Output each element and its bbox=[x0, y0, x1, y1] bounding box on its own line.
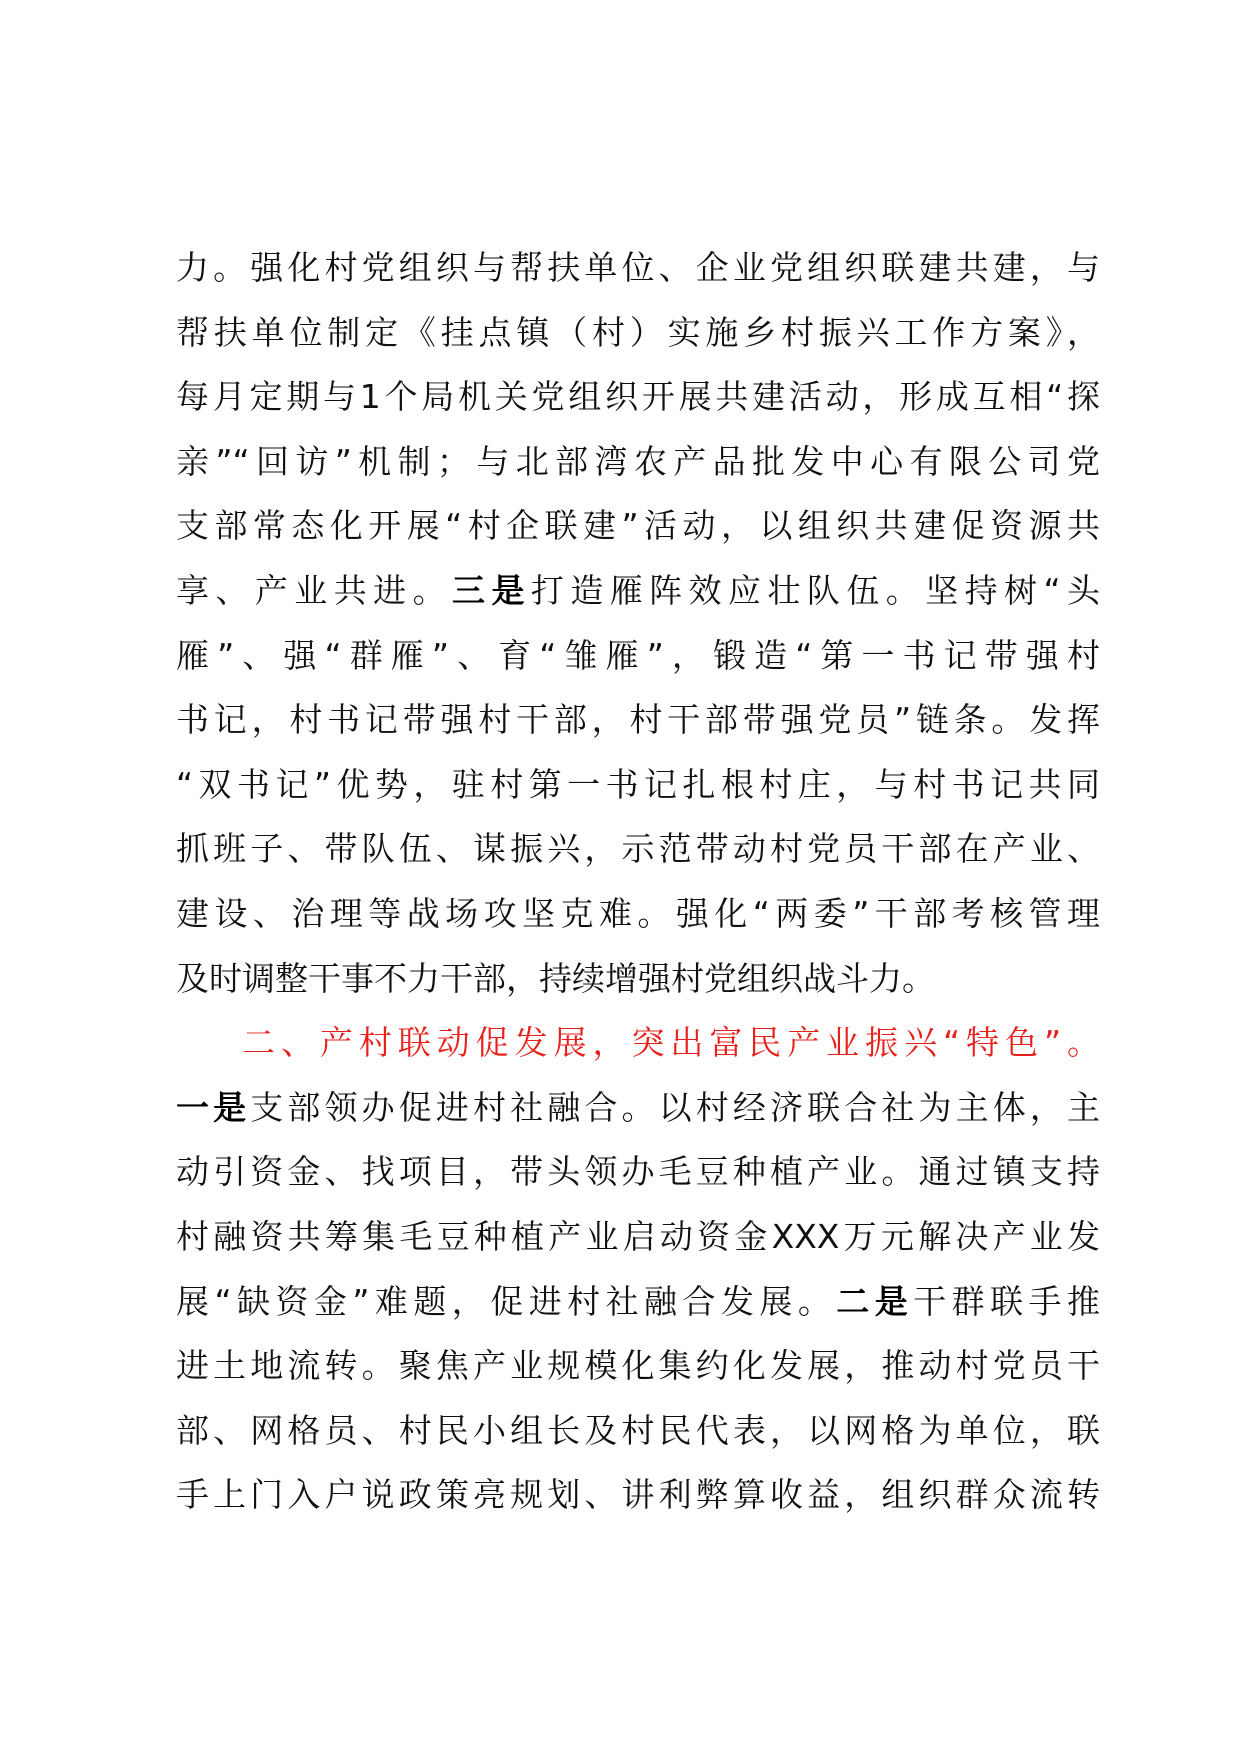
text-run: 打造雁阵效应壮队伍。坚持树“头 bbox=[530, 570, 1101, 610]
bold-marker: 三是 bbox=[452, 570, 531, 610]
text-run: 展“缺资金”难题，促进村社融合发展。 bbox=[176, 1281, 837, 1321]
text-run: 享、产业共进。 bbox=[176, 570, 453, 610]
text-line bbox=[176, 559, 1100, 624]
text-run: 支部领办促进村社融合。以村经济联合社为主体，主 bbox=[250, 1087, 1100, 1127]
text-line: 手上门入户说政策亮规划、讲利弊算收益，组织群众流转 bbox=[176, 1475, 1100, 1515]
text-line: 建设、治理等战场攻坚克难。强化“两委”干部考核管理 bbox=[176, 893, 1100, 933]
bold-marker: 一是 bbox=[176, 1087, 251, 1127]
text-line: 帮扶单位制定《挂点镇（村）实施乡村振兴工作方案》， bbox=[176, 312, 1100, 352]
text-line: “双书记”优势，驻村第一书记扎根村庄，与村书记共同 bbox=[176, 764, 1100, 804]
text-line bbox=[176, 1076, 1100, 1141]
text-line: 支部常态化开展“村企联建”活动，以组织共建促资源共 bbox=[176, 506, 1100, 546]
text-line: 部、网格员、村民小组长及村民代表，以网格为单位，联 bbox=[176, 1410, 1100, 1450]
text-line: 力。强化村党组织与帮扶单位、企业党组织联建共建，与 bbox=[176, 248, 1100, 287]
text-line: 动引资金、找项目，带头领办毛豆种植产业。通过镇支持 bbox=[176, 1152, 1100, 1192]
text-line: 及时调整干事不力干部，持续增强村党组织战斗力。 bbox=[176, 958, 935, 998]
text-line: 亲”“回访”机制；与北部湾农产品批发中心有限公司党 bbox=[176, 441, 1100, 481]
text-run: 干群联手推 bbox=[913, 1281, 1101, 1321]
bold-marker: 二是 bbox=[836, 1281, 914, 1321]
section-heading: 二、产村联动促发展，突出富民产业振兴“特色”。 bbox=[242, 1023, 1100, 1063]
text-line bbox=[176, 1270, 1100, 1335]
text-line: 雁”、强“群雁”、育“雏雁”，锻造“第一书记带强村 bbox=[176, 635, 1100, 675]
text-line: 每月定期与1个局机关党组织开展共建活动，形成互相“探 bbox=[176, 377, 1100, 417]
text-line: 村融资共筹集毛豆种植产业启动资金XXX万元解决产业发 bbox=[176, 1216, 1100, 1256]
body-text bbox=[176, 236, 1100, 1528]
text-line: 书记，村书记带强村干部，村干部带强党员”链条。发挥 bbox=[176, 700, 1100, 740]
text-line: 抓班子、带队伍、谋振兴，示范带动村党员干部在产业、 bbox=[176, 829, 1100, 869]
text-line: 进土地流转。聚焦产业规模化集约化发展，推动村党员干 bbox=[176, 1346, 1100, 1386]
